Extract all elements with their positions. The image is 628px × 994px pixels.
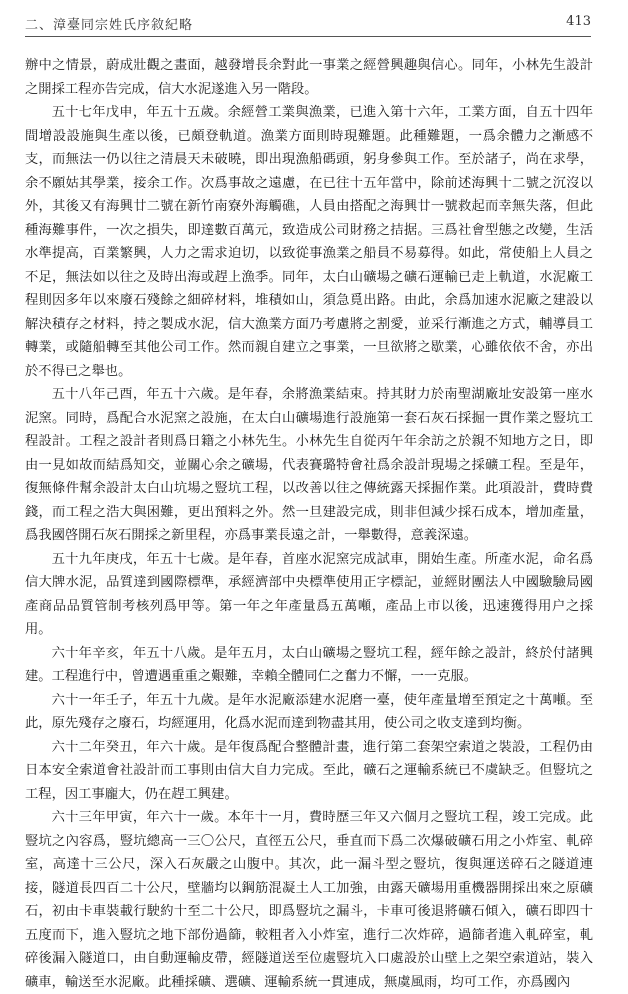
paragraph-year-63: 六十三年甲寅，年六十一歲。本年十一月，費時歷三年又六個月之豎坑工程，竣工完成。此豎坑之內容爲，豎坑總高一三〇公尺，直徑五公尺，垂直而下爲二次爆破礦石用之小炸室、軋碎室，高達十三公尺，深入石灰嚴之山腹中。其次，此一漏斗型之豎坑，復與運送碎石之隧道連接，隧道長四百二十公尺，壁牆均以鋼筋混凝土人工加強，由露天礦場用重機器開採出來之原礦石，初由卡車裝載行駛約十至二十公尺，即爲豎坑之漏斗，卡車可後退將礦石傾入，礦石即四十五度而下，進入豎坑之地下部份過篩，較粗者入小炸室，進行二次炸碎，過篩者進入軋碎室，軋碎後漏入隧道口，由自動運輸皮帶，經隧道送至位處豎坑入口處設於山壁上之架空索道站，裝入礦車，輸送至水泥廠。此種採礦、選礦、運輸系統一貫連成，無虞風雨，均可工作，亦爲國內: [25, 810, 593, 990]
paragraph-year-62: 六十二年癸丑，年六十歲。是年復爲配合整體計畫，進行第二套架空索道之裝設，工程仍由日本安全索道會社設計而工事則由信大自力完成。至此，礦石之運輸系統已不虞缺乏。但豎坑之工程，因工事龐大，仍在趕工興建。: [25, 739, 593, 802]
page-body: [25, 54, 593, 994]
paragraph-year-58: 五十八年己酉，年五十六歲。是年春，余將漁業結束。持其財力於南聖湖廠址安設第一座水泥窯。同時，爲配合水泥窯之設施，在太白山礦場進行設施第一套石灰石採掘一貫作業之豎坑工程設計。工程之設計者則爲日籍之小林先生。小林先生自從丙午年余訪之於親不知地方之日，即由一見如故而結爲知交，並關心余之礦場，代表賽璐特會社爲余設計現場之採礦工程。至是年，復無條件幫余設計太白山坑場之豎坑工程，以改善以往之傳統露天採掘作業。此項設計，費時費錢，而工程之浩大與困難，更出預料之外。然一旦建設完成，則非但減少採石成本，增加產量，爲我國啓開石灰石開採之新里程，亦爲事業長遠之計，一舉數得，意義深遠。: [25, 387, 593, 543]
paragraph-year-59: 五十九年庚戌，年五十七歲。是年春，首座水泥窯完成試車，開始生產。所產水泥，命名爲信大牌水泥，品質達到國際標準，承經濟部中央標準使用正字標記，並經財團法人中國驗驗局國產商品品質管制考核列爲甲等。第一年之年產量爲五萬噸，產品上市以後，迅速獲得用户之採用。: [25, 551, 593, 637]
paragraph-year-60: 六十年辛亥，年五十八歲。是年五月，太白山礦場之豎坑工程，經年餘之設計，終於付諸興建。工程進行中，曾遭遇重重之艱難，幸賴全體同仁之奮力不懈，一一克服。: [25, 645, 593, 684]
header-divider: [25, 36, 591, 37]
running-header: [25, 12, 591, 34]
paragraph-year-57: 五十七年戊申，年五十五歲。余經營工業與漁業，已進入第十六年，工業方面，自五十四年間增設設施與生產以後，已頗登軌道。漁業方面則時現難題。此種難題，一爲余體力之漸感不支，而無法一仍以往之清晨天未破曉，即出現漁船碼頭，躬身參與工作。至於諸子，尚在求學，余不願姑其學業，接余工作。次爲事故之遠慮，在已往十五年當中，除前述海興十二號之沉沒以外，其後又有海興廿二號在新竹南寮外海觸礁，人員由搭配之海興廿一號救起而幸無失落，但此種海難事件，一次之損失，即達數百萬元，致造成公司財務之拮据。三爲社會型態之改變，生活水準提高，百業繁興，人力之需求迫切，以致從事漁業之船員不易募得。如此，常使船上人員之不足，無法如以往之及時出海或趕上漁季。同年，太白山礦場之礦石運輸已走上軌道，水泥廠工程則因多年以來廢石殘餘之細碎材料，堆積如山，須急覓出路。由此，余爲加速水泥廠之建設以解決積存之材料，持之製成水泥，信大漁業方面乃考慮將之割愛，並采行漸進之方式，輔導員工轉業，或隨船轉至其他公司工作。然而親自建立之事業，一旦欲將之歇業，心雖依依不舍，亦出於不得已之舉也。: [25, 105, 593, 379]
paragraph-year-61: 六十一年壬子，年五十九歲。是年水泥廠添建水泥磨一臺，使年產量增至預定之十萬噸。至此，原先殘存之廢石，均經運用，化爲水泥而達到物盡其用，使公司之收支達到均衡。: [25, 692, 593, 731]
chapter-title: 二、漳臺同宗姓氏序敘紀略: [25, 18, 194, 33]
paragraph-continuation: 辦中之情景，蔚成壯觀之畫面，越發增長余對此一事業之經營興趣與信心。同年，小林先生設計之開採工程亦告完成，信大水泥遂進入另一階段。: [25, 58, 593, 97]
page-number: 413: [566, 14, 591, 29]
